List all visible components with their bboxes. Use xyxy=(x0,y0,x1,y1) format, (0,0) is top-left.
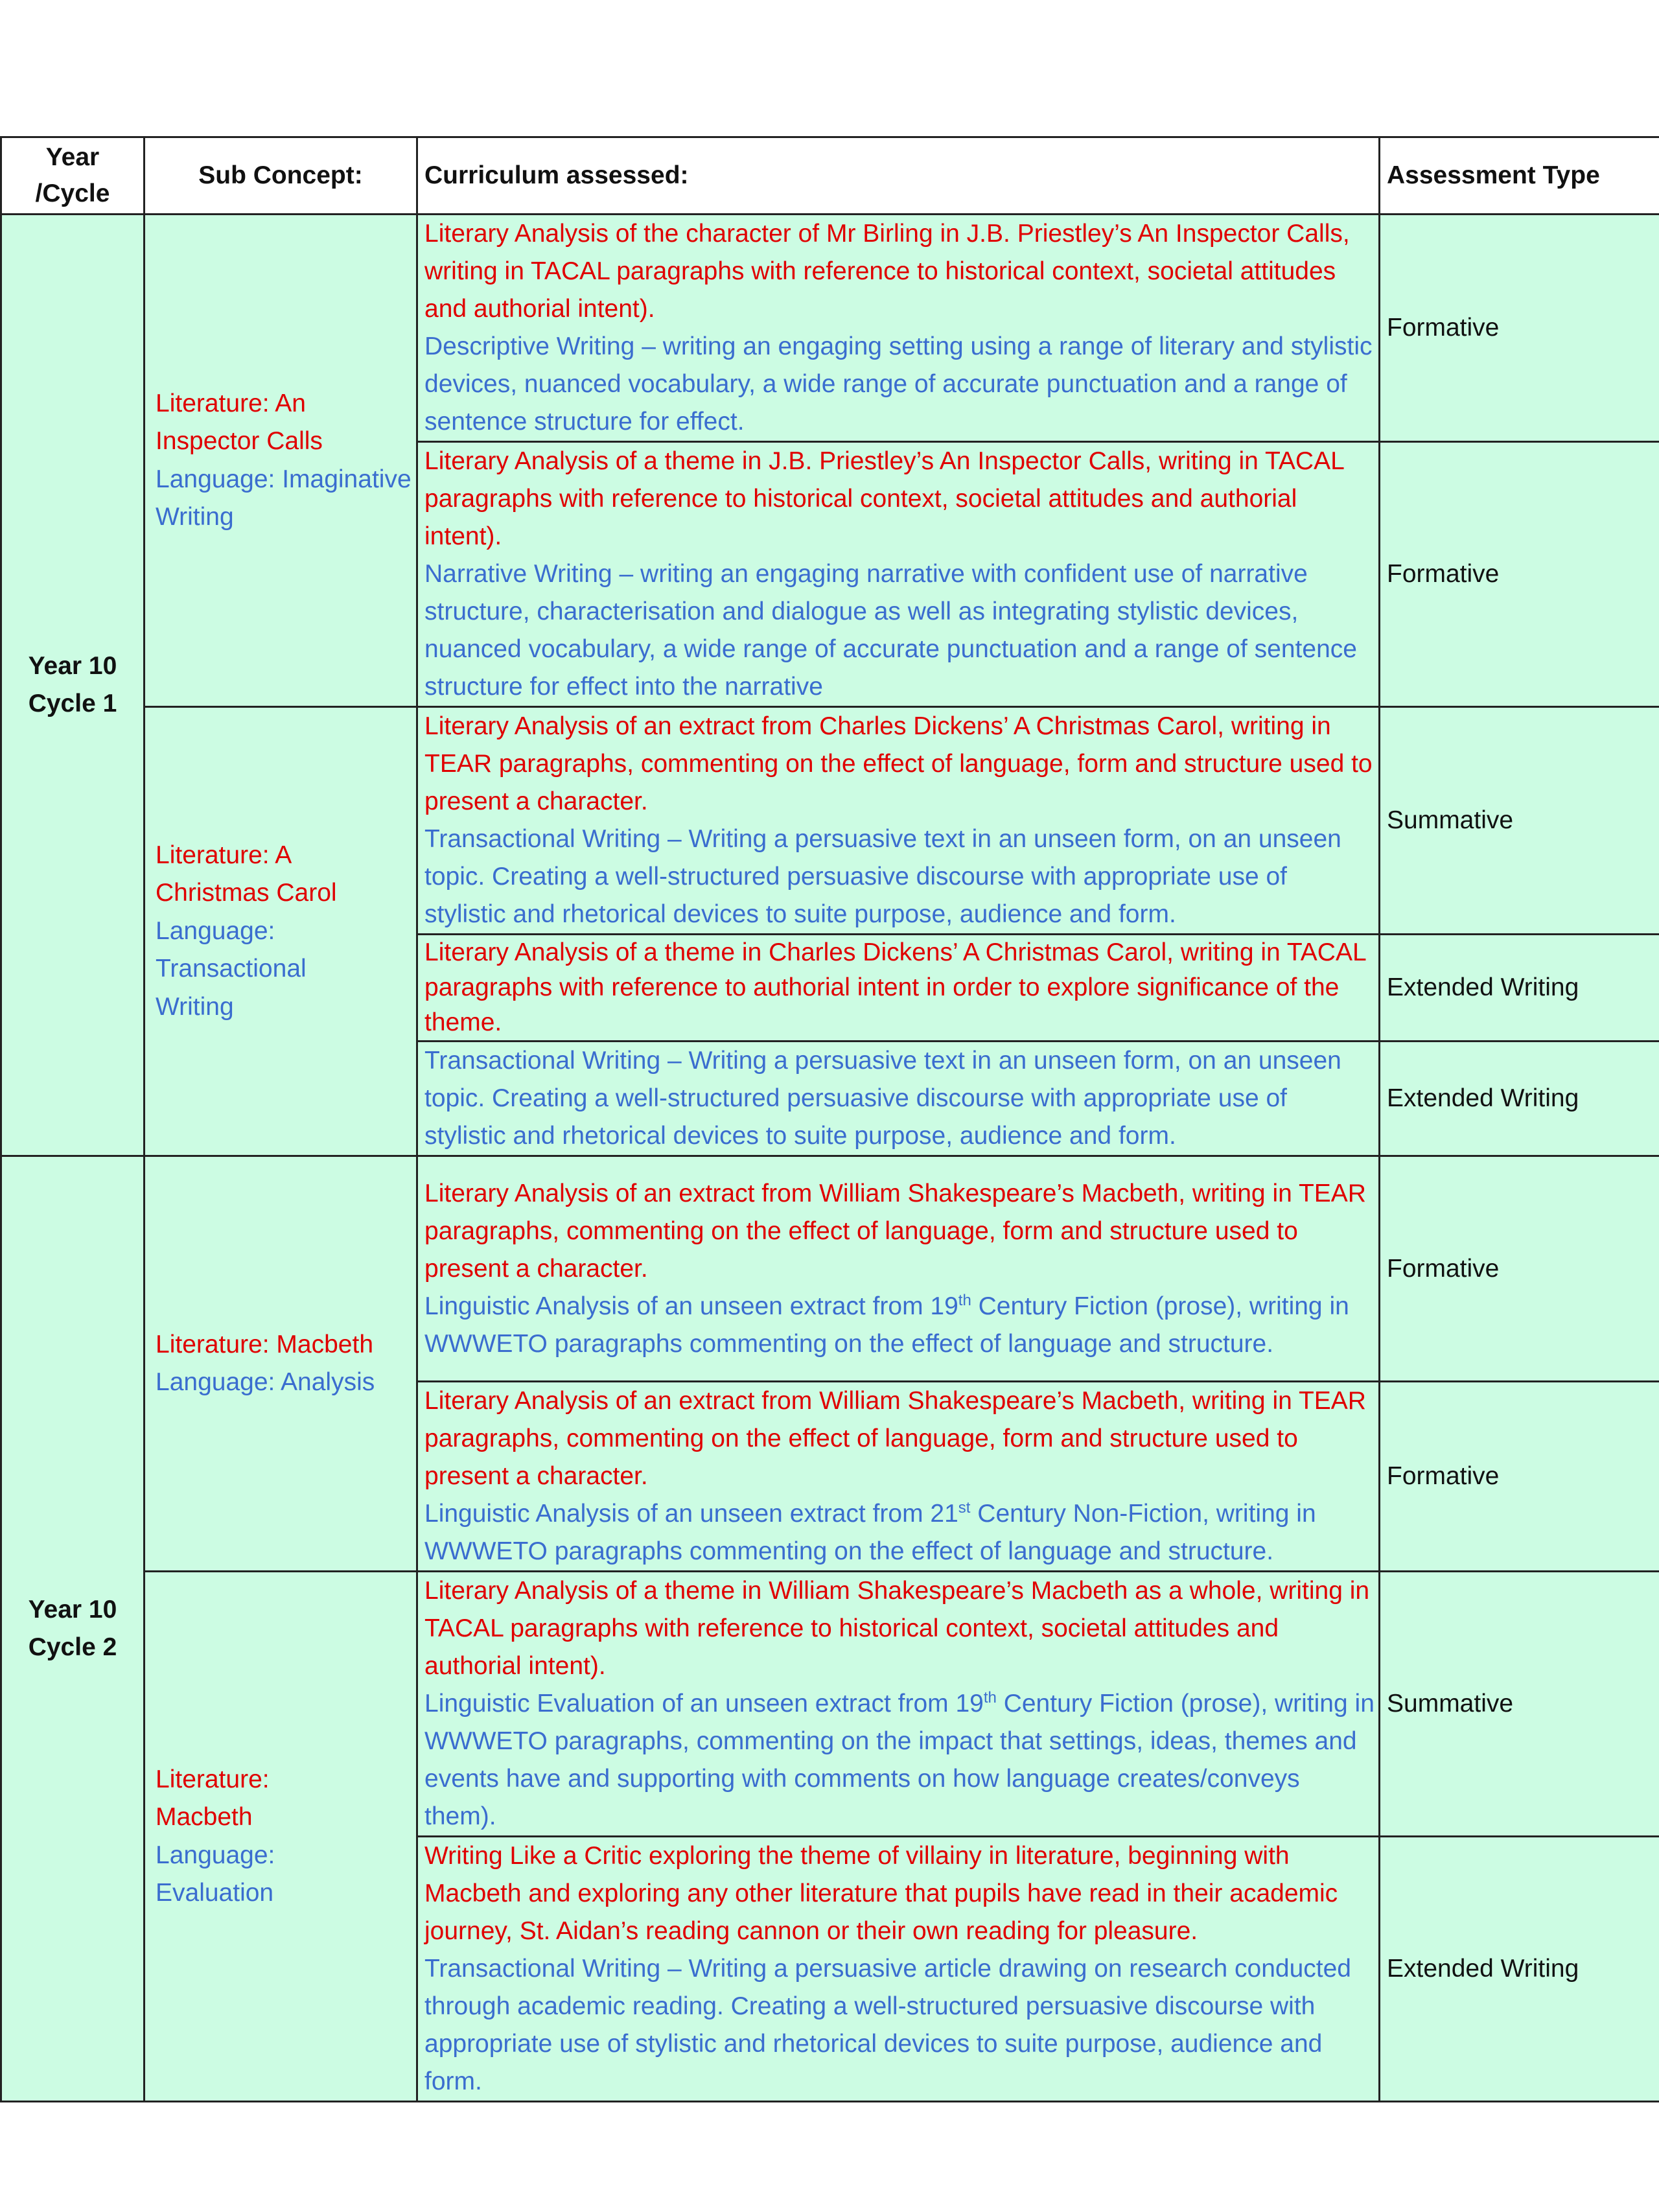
curriculum-table-wrapper xyxy=(0,136,1659,2102)
assessment-type: Formative xyxy=(1380,215,1659,442)
curriculum-table xyxy=(0,136,1659,2102)
curriculum-language: Linguistic Analysis of an unseen extract from 19th Century Fiction (prose), writing in WWWETO paragraphs commenting on the effect of language and structure. xyxy=(424,1291,1349,1358)
header-sub-concept: Sub Concept: xyxy=(145,137,417,215)
header-curriculum: Curriculum assessed: xyxy=(417,137,1380,215)
assessment-type: Formative xyxy=(1380,1156,1659,1382)
curriculum-literature: Literary Analysis of an extract from William Shakespeare’s Macbeth, writing in TEAR paragraphs, commenting on the effect of language, form and structure used to present a character. xyxy=(424,1387,1366,1490)
curriculum-literature: Literary Analysis of an extract from William Shakespeare’s Macbeth, writing in TEAR paragraphs, commenting on the effect of language, form and structure used to present a character. xyxy=(424,1179,1366,1283)
sub-concept-inspector-calls xyxy=(145,215,417,707)
sub-concept-christmas-carol xyxy=(145,707,417,1156)
curriculum-cell xyxy=(417,1837,1380,2102)
sub-literature: Literature: An Inspector Calls xyxy=(156,389,323,455)
cycle-label-1: Year 10 Cycle 1 xyxy=(1,215,145,1156)
curriculum-cell xyxy=(417,442,1380,707)
curriculum-cell xyxy=(417,1572,1380,1837)
cycle-label-2: Year 10 Cycle 2 xyxy=(1,1156,145,2102)
curriculum-literature: Literary Analysis of the character of Mr Birling in J.B. Priestley’s An Inspector Calls, writing in TACAL paragraphs with reference to historical context, societal attitudes and authorial intent). xyxy=(424,220,1350,323)
curriculum-literature: Literary Analysis of an extract from Charles Dickens’ A Christmas Carol, writing in TEAR paragraphs, commenting on the effect of language, form and structure used to present a character. xyxy=(424,712,1373,815)
curriculum-literature: Literary Analysis of a theme in William Shakespeare’s Macbeth as a whole, writing in TACAL paragraphs with reference to historical context, societal attitudes and authorial intent). xyxy=(424,1577,1370,1680)
curriculum-language: Linguistic Analysis of an unseen extract from 21st Century Non-Fiction, writing in WWWETO paragraphs commenting on the effect of language and structure. xyxy=(424,1499,1316,1565)
sub-language: Language: Transactional Writing xyxy=(156,916,307,1021)
assessment-type: Summative xyxy=(1380,707,1659,935)
curriculum-cell xyxy=(417,935,1380,1042)
assessment-type: Extended Writing xyxy=(1380,935,1659,1042)
sub-literature: Literature: A Christmas Carol xyxy=(156,841,337,907)
curriculum-cell xyxy=(417,1042,1380,1156)
curriculum-cell xyxy=(417,1156,1380,1382)
table-row xyxy=(1,1156,1659,1382)
curriculum-cell xyxy=(417,215,1380,442)
table-row xyxy=(1,707,1659,935)
curriculum-language: Descriptive Writing – writing an engaging setting using a range of literary and stylistic devices, nuanced vocabulary, a wide range of accurate punctuation and a range of sentence structure for effect. xyxy=(424,332,1373,436)
header-row xyxy=(1,137,1659,215)
sub-language: Language: Imaginative Writing xyxy=(156,465,412,531)
curriculum-language: Transactional Writing – Writing a persuasive text in an unseen form, on an unseen topic. Creating a well-structured persuasive discourse with appropriate use of stylistic and rhetorical devices to suite purpose, audience and form. xyxy=(424,825,1341,928)
curriculum-language: Transactional Writing – Writing a persuasive article drawing on research conducted through academic reading. Creating a well-structured persuasive discourse with appropriate use of stylistic and rhetorical devices to suite purpose, audience and form. xyxy=(424,1955,1351,2095)
sub-language: Language: Analysis xyxy=(156,1368,375,1396)
curriculum-literature: Literary Analysis of a theme in Charles Dickens’ A Christmas Carol, writing in TACAL paragraphs with reference to authorial intent in order to explore significance of the theme. xyxy=(424,938,1366,1036)
assessment-type: Extended Writing xyxy=(1380,1042,1659,1156)
header-year-cycle: Year /Cycle xyxy=(1,137,145,215)
assessment-type: Formative xyxy=(1380,1382,1659,1572)
header-assessment-type: Assessment Type xyxy=(1380,137,1659,215)
curriculum-literature: Literary Analysis of a theme in J.B. Priestley’s An Inspector Calls, writing in TACAL paragraphs with reference to historical context, societal attitudes and authorial intent). xyxy=(424,447,1344,550)
sub-concept-macbeth-evaluation xyxy=(145,1572,417,2102)
table-row xyxy=(1,215,1659,442)
assessment-type: Formative xyxy=(1380,442,1659,707)
curriculum-cell xyxy=(417,707,1380,935)
curriculum-language: Narrative Writing – writing an engaging narrative with confident use of narrative structure, characterisation and dialogue as well as integrating stylistic devices, nuanced vocabulary, a wide range of accurate punctuation and a range of sentence structure for effect into the narrative xyxy=(424,560,1357,701)
sub-literature: Literature: Macbeth xyxy=(156,1330,374,1358)
curriculum-language: Transactional Writing – Writing a persuasive text in an unseen form, on an unseen topic. Creating a well-structured persuasive discourse with appropriate use of stylistic and rhetorical devices to suite purpose, audience and form. xyxy=(424,1047,1341,1150)
curriculum-language: Linguistic Evaluation of an unseen extract from 19th Century Fiction (prose), writing in WWWETO paragraphs, commenting on the impact that settings, ideas, themes and events have and supporting with comments on how language creates/conveys them). xyxy=(424,1689,1375,1830)
curriculum-literature: Writing Like a Critic exploring the theme of villainy in literature, beginning with Macbeth and exploring any other literature that pupils have read in their academic journey, St. Aidan’s reading cannon or their own reading for pleasure. xyxy=(424,1842,1338,1945)
sub-language: Language: Evaluation xyxy=(156,1841,275,1907)
assessment-type: Summative xyxy=(1380,1572,1659,1837)
sub-concept-macbeth-analysis xyxy=(145,1156,417,1572)
table-row xyxy=(1,1572,1659,1837)
sub-literature: Literature: Macbeth xyxy=(156,1765,270,1831)
assessment-type: Extended Writing xyxy=(1380,1837,1659,2102)
curriculum-cell xyxy=(417,1382,1380,1572)
